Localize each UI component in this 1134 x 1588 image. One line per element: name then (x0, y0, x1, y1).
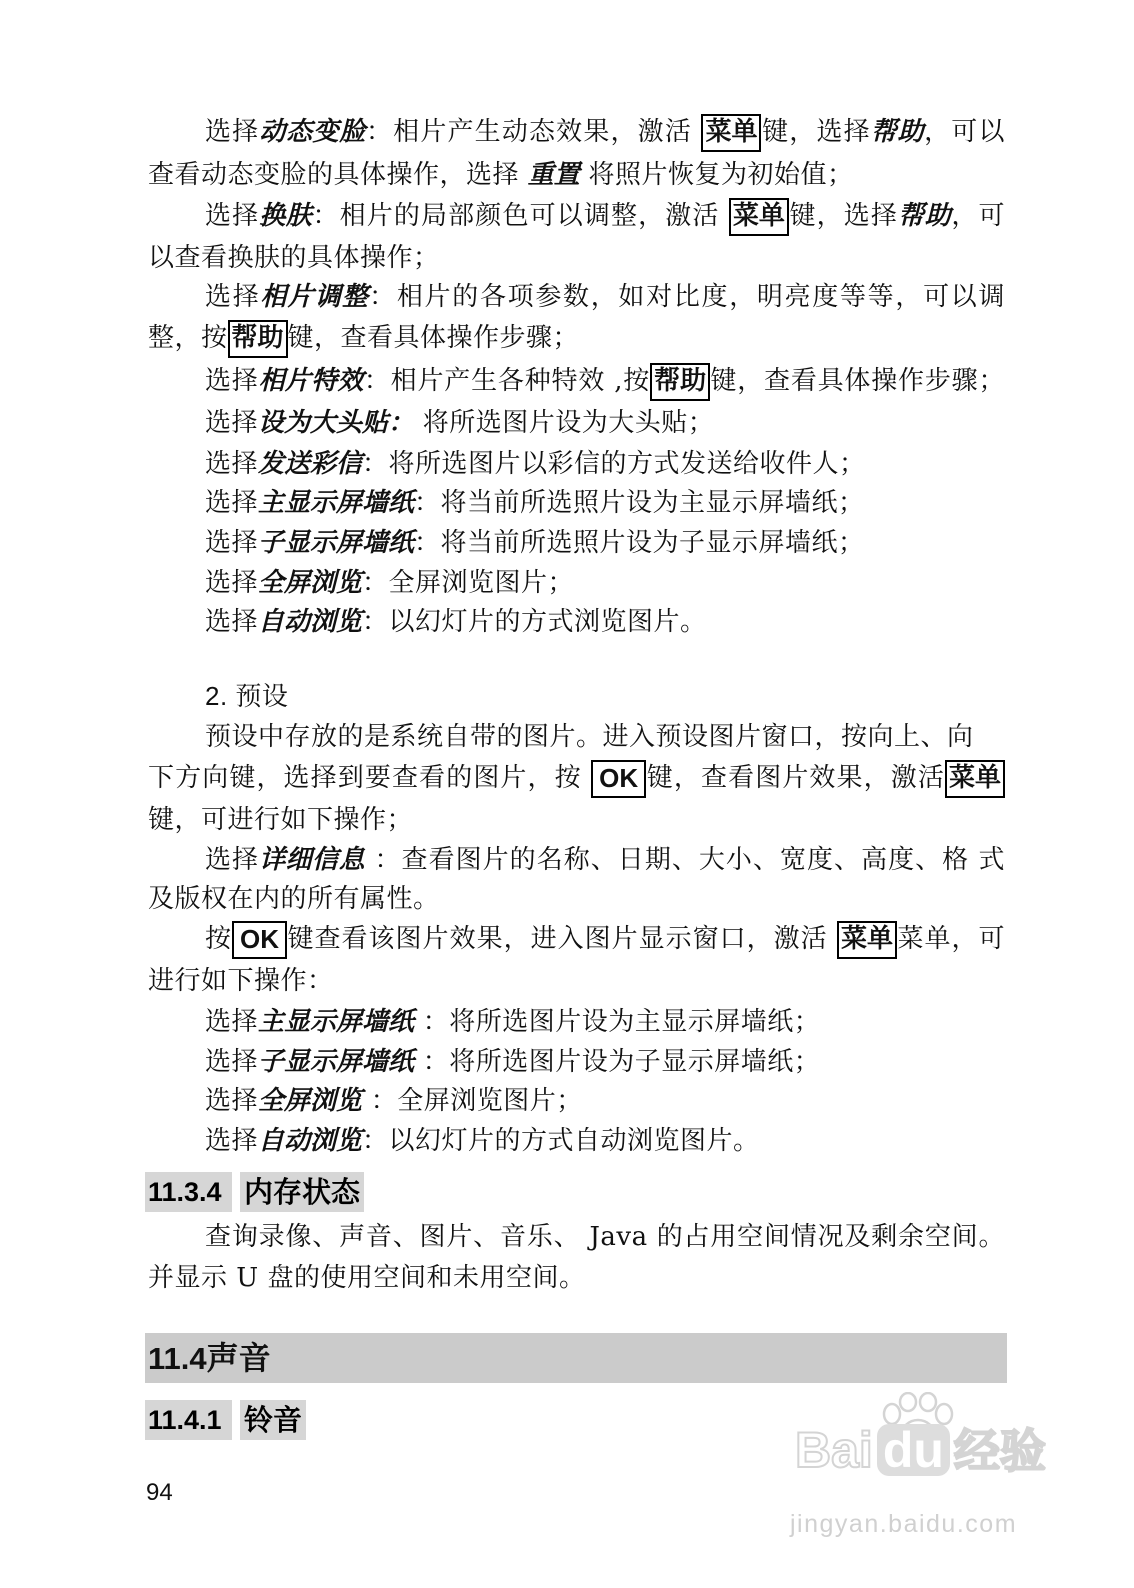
body-text: 将所选图片设为大头贴； (414, 408, 715, 438)
body-text: 键，选择 (788, 201, 899, 231)
option-details-line (205, 840, 1005, 880)
body-text: 进行如下操作： (148, 966, 334, 996)
body-text: ：将所选图片以彩信的方式发送给收件人； (362, 449, 866, 479)
section-number: 11.4.1 (145, 1400, 232, 1440)
watermark-service-name: 经验 (953, 1424, 1046, 1478)
option-keyword: 全屏浏览 (258, 568, 363, 598)
watermark-brand-a: Bai (795, 1422, 873, 1478)
body-text: 选择 (205, 366, 259, 396)
watermark-logo-text (795, 1420, 1046, 1481)
option-dynamic-face-line-2 (148, 155, 854, 195)
option-keyword: 发送彩信 (258, 449, 363, 479)
preset-paragraph-line (205, 717, 974, 757)
ok-key: OK (591, 760, 646, 798)
body-text: ：将所选图片设为主显示屏墙纸； (414, 1007, 821, 1037)
body-text: 下方向键，选择到要查看的图片，按 (148, 763, 592, 793)
option-set-as-sticker-line (205, 403, 714, 443)
body-text: 并显示 U 盘的使用空间和未用空间。 (148, 1263, 586, 1293)
body-text: 选择 (205, 282, 261, 312)
body-text: 键，查看具体操作步骤； (287, 323, 580, 353)
menu-key: 菜单 (729, 198, 789, 236)
body-text: 查看动态变脸的具体操作，选择 (148, 160, 528, 190)
menu-key: 菜单 (945, 760, 1005, 798)
option-keyword: 全屏浏览 (258, 1086, 363, 1116)
body-text: ：全屏浏览图片； (362, 1086, 583, 1116)
preset-paragraph-line (148, 800, 413, 840)
option-keyword: 换肤 (259, 201, 313, 231)
option-photo-adjust-line (205, 277, 1005, 317)
option-keyword: 主显示屏墙纸 (258, 1007, 415, 1037)
body-text: 选择 (205, 408, 259, 438)
watermark-brand-b: du (877, 1424, 950, 1476)
body-text: ：以幻灯片的方式浏览图片。 (362, 607, 707, 637)
section-title: 铃音 (240, 1400, 306, 1440)
body-text: 查询录像、声音、图片、音乐、 Java 的占用空间情况及剩余空间。 (205, 1222, 1005, 1252)
body-text: 按 (205, 924, 233, 954)
body-text: ：查看图片的名称、日期、大小、宽度、高度、格 式 (365, 845, 1005, 875)
body-text: 菜单，可 (896, 924, 1005, 954)
body-text: 选择 (205, 568, 259, 598)
chapter-title: 声音 (206, 1339, 271, 1377)
option-keyword: 子显示屏墙纸 (258, 1047, 415, 1077)
memory-status-line-2 (148, 1258, 585, 1298)
option-keyword: 子显示屏墙纸 (258, 528, 415, 558)
body-text: 以查看换肤的具体操作； (148, 243, 440, 273)
body-text: 选择 (205, 845, 260, 875)
option-keyword: 自动浏览 (258, 607, 363, 637)
preset-view-line-2 (148, 961, 334, 1001)
option-keyword: 详细信息 (259, 845, 366, 875)
option-details-line-2 (148, 879, 440, 919)
menu-key: 菜单 (701, 114, 761, 152)
body-text: 选择 (205, 488, 259, 518)
body-text: 选择 (205, 1047, 259, 1077)
section-title: 内存状态 (240, 1172, 364, 1212)
body-text: 整，按 (148, 323, 228, 353)
option-main-wallpaper-line (205, 483, 865, 523)
menu-key: 菜单 (837, 921, 897, 959)
section-number: 11.3.4 (145, 1172, 232, 1212)
body-text: 选择 (205, 1086, 259, 1116)
body-text: 选择 (205, 607, 259, 637)
watermark-url: jingyan.baidu.com (790, 1510, 1018, 1538)
option-slideshow-line (205, 1121, 760, 1161)
body-text: ：全屏浏览图片； (362, 568, 575, 598)
body-text: ：相片的各项参数，如对比度，明亮度等等，可以调 (369, 282, 1005, 312)
body-text: 选择 (205, 117, 260, 147)
preset-paragraph-line (148, 758, 1005, 798)
preset-heading: 2. 预设 (205, 681, 289, 711)
option-sub-wallpaper-line (205, 1042, 820, 1082)
help-key: 帮助 (650, 363, 710, 401)
option-keyword: 相片调整 (260, 282, 370, 312)
option-fullscreen-line (205, 1081, 583, 1121)
help-keyword: 帮助 (870, 117, 925, 147)
option-keyword: 相片特效 (258, 366, 364, 396)
body-text: 选择 (205, 449, 259, 479)
body-text: 选择 (205, 201, 260, 231)
baidu-jingyan-watermark (790, 1390, 1060, 1550)
body-text: 键，选择 (761, 117, 871, 147)
body-text: ：将当前所选照片设为主显示屏墙纸； (414, 488, 865, 518)
page-number: 94 (146, 1479, 173, 1506)
chapter-heading-band (145, 1333, 1007, 1383)
body-text: ：将所选图片设为子显示屏墙纸； (414, 1047, 821, 1077)
body-text: ：相片产生动态效果，激活 (366, 117, 702, 147)
chapter-number: 11.4 (148, 1341, 207, 1376)
body-text: 选择 (205, 1007, 259, 1037)
option-dynamic-face-line (205, 112, 1005, 152)
body-text: 将照片恢复为初始值； (579, 160, 854, 190)
help-key: 帮助 (228, 320, 288, 358)
body-text: ，可 (951, 201, 1005, 231)
body-text: 键，可进行如下操作； (148, 805, 414, 835)
help-keyword: 帮助 (898, 201, 952, 231)
option-skin-line-2 (148, 238, 440, 278)
body-text: ：以幻灯片的方式自动浏览图片。 (362, 1126, 760, 1156)
option-keyword: 自动浏览 (258, 1126, 363, 1156)
body-text: 键查看该图片效果，进入图片显示窗口，激活 (287, 924, 837, 954)
body-text: 及版权在内的所有属性。 (148, 884, 440, 914)
body-text: ：将当前所选照片设为子显示屏墙纸； (414, 528, 865, 558)
body-text: ：相片产生各种特效 ,按 (363, 366, 651, 396)
option-slideshow-line (205, 602, 707, 642)
body-text: 选择 (205, 528, 259, 558)
option-skin-line (205, 196, 1005, 236)
option-keyword: 主显示屏墙纸 (258, 488, 415, 518)
option-send-mms-line (205, 444, 866, 484)
option-sub-wallpaper-line (205, 523, 865, 563)
ok-key: OK (232, 921, 287, 959)
option-keyword: 设为大头贴： (258, 408, 415, 438)
option-main-wallpaper-line (205, 1002, 820, 1042)
reset-keyword: 重置 (527, 160, 580, 190)
memory-status-line (205, 1217, 1005, 1257)
option-keyword: 动态变脸 (259, 117, 367, 147)
body-text: ，可以 (924, 117, 1005, 147)
body-text: 选择 (205, 1126, 259, 1156)
preset-view-line (205, 919, 1005, 959)
option-photo-adjust-line-2 (148, 318, 579, 358)
option-fullscreen-line (205, 563, 574, 603)
body-text: 键，查看具体操作步骤； (710, 366, 1005, 396)
body-text: 预设中存放的是系统自带的图片。进入预设图片窗口，按向上、向 (205, 722, 974, 752)
body-text: ：相片的局部颜色可以调整，激活 (312, 201, 729, 231)
option-photo-effects-line (205, 361, 1005, 401)
body-text: 键，查看图片效果，激活 (646, 763, 945, 793)
